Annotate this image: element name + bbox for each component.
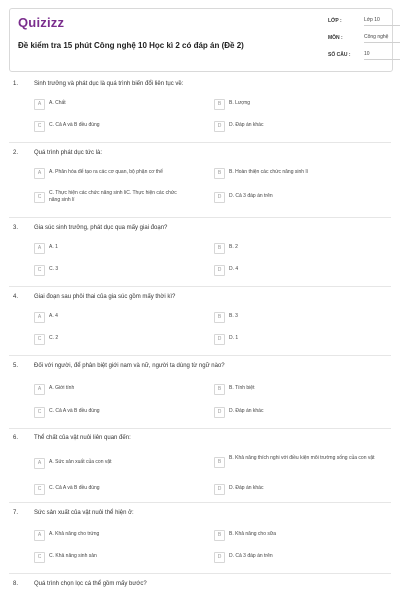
option-letter: C	[34, 484, 45, 495]
option-text: B. Hoàn thiện các chức năng sinh lí	[229, 169, 308, 175]
question-number: 6.	[13, 435, 19, 441]
option-text: C. Thực hiện các chức năng sinh liC. Thực hiện các chức năng sinh lí	[49, 190, 177, 203]
option-letter: D	[214, 192, 225, 203]
option-text: C. 3	[49, 266, 59, 272]
option-letter: D	[214, 334, 225, 345]
option-letter: D	[214, 552, 225, 563]
question-number: 7.	[13, 510, 19, 516]
question-divider	[9, 573, 391, 574]
option-text: C. Cả A và B đều đúng	[49, 485, 100, 491]
question-divider	[9, 428, 391, 429]
option-a[interactable]	[34, 241, 210, 255]
option-c[interactable]	[34, 188, 210, 206]
meta-count-row	[328, 52, 392, 64]
question-text: Đối với người, để phân biệt giới nam và nữ, người ta dùng từ ngữ nào?	[34, 363, 225, 369]
option-letter: B	[214, 312, 225, 323]
option-letter: D	[214, 484, 225, 495]
option-text: D. Đáp án khác	[229, 122, 264, 128]
question-number: 1.	[13, 81, 19, 87]
worksheet-meta	[328, 9, 392, 71]
option-letter: B	[214, 99, 225, 110]
question-text: Quá trình chọn lọc cá thể gồm mấy bước?	[34, 581, 147, 587]
option-letter: A	[34, 243, 45, 254]
question-divider	[9, 355, 391, 356]
option-text: C. Khả năng sinh sản	[49, 553, 97, 559]
meta-subject-value: Công nghệ	[364, 32, 400, 43]
option-letter: D	[214, 121, 225, 132]
option-text: A. Giới tính	[49, 385, 75, 391]
question-number: 5.	[13, 363, 19, 369]
option-text: B. Khả năng cho sữa	[229, 531, 276, 537]
option-text: C. Cả A và B đều đúng	[49, 408, 100, 414]
option-letter: D	[214, 407, 225, 418]
option-text: A. 4	[49, 313, 58, 319]
option-text: B. 2	[229, 244, 238, 250]
option-d[interactable]	[214, 119, 390, 133]
option-d[interactable]	[214, 405, 390, 419]
option-b[interactable]	[214, 453, 390, 471]
option-letter: A	[34, 458, 45, 469]
question-divider	[9, 217, 391, 218]
option-text: A. Chất	[49, 100, 66, 106]
option-text: B. 3	[229, 313, 238, 319]
question-number: 2.	[13, 150, 19, 156]
option-a[interactable]	[34, 528, 210, 542]
option-text: A. Phân hóa để tạo ra các cơ quan, bộ phận cơ thể	[49, 169, 163, 175]
worksheet-header	[9, 8, 393, 72]
option-letter: A	[34, 312, 45, 323]
option-text: B. Lượng	[229, 100, 251, 106]
option-letter: B	[214, 384, 225, 395]
question-text: Giai đoạn sau phôi thai của gia súc gồm mấy thời kì?	[34, 294, 176, 300]
question-text: Sinh trưởng và phát dục là quá trình biến đổi liên tục về:	[34, 81, 184, 87]
quizizz-logo: Quizizz	[18, 15, 65, 30]
option-text: D. 1	[229, 335, 239, 341]
meta-class-label: LỚP :	[328, 18, 342, 24]
option-letter: A	[34, 384, 45, 395]
option-letter: B	[214, 168, 225, 179]
option-letter: C	[34, 334, 45, 345]
option-text: D. Đáp án khác	[229, 408, 264, 414]
option-letter: C	[34, 192, 45, 203]
option-text: C. 2	[49, 335, 59, 341]
option-c[interactable]	[34, 119, 210, 133]
option-letter: D	[214, 265, 225, 276]
option-c[interactable]	[34, 482, 210, 496]
meta-subject-label: MÔN :	[328, 35, 343, 41]
option-d[interactable]	[214, 550, 390, 564]
question-text: Thể chất của vật nuôi liên quan đến:	[34, 435, 131, 441]
option-letter: B	[214, 457, 225, 468]
option-text: C. Cả A và B đều đúng	[49, 122, 100, 128]
question-text: Gia súc sinh trưởng, phát dục qua mấy giai đoạn?	[34, 225, 168, 231]
meta-subject-row	[328, 35, 392, 47]
option-b[interactable]	[214, 166, 390, 180]
option-a[interactable]	[34, 310, 210, 324]
question-divider	[9, 142, 391, 143]
option-text: A. 1	[49, 244, 58, 250]
option-text: A. Sức sản xuất của con vật	[49, 459, 112, 465]
meta-class-row	[328, 18, 392, 30]
option-letter: C	[34, 121, 45, 132]
option-b[interactable]	[214, 241, 390, 255]
question-divider	[9, 502, 391, 503]
option-d[interactable]	[214, 190, 390, 204]
question-text: Quá trình phát dục tức là:	[34, 150, 103, 156]
option-a[interactable]	[34, 166, 210, 180]
option-letter: C	[34, 265, 45, 276]
option-a[interactable]	[34, 97, 210, 111]
option-text: B. Tính biệt	[229, 385, 255, 391]
question-divider	[9, 286, 391, 287]
option-a[interactable]	[34, 456, 210, 470]
meta-count-value: 10	[364, 49, 400, 60]
question-text: Sức sản xuất của vật nuôi thể hiện ở:	[34, 510, 134, 516]
meta-class-value: Lớp 10	[364, 15, 400, 26]
option-d[interactable]	[214, 263, 390, 277]
option-b[interactable]	[214, 382, 390, 396]
option-letter: A	[34, 530, 45, 541]
option-letter: C	[34, 552, 45, 563]
option-text: D. 4	[229, 266, 239, 272]
question-number: 3.	[13, 225, 19, 231]
option-text: D. Đáp án khác	[229, 485, 264, 491]
option-letter: B	[214, 243, 225, 254]
option-letter: A	[34, 168, 45, 179]
option-letter: C	[34, 407, 45, 418]
option-c[interactable]	[34, 263, 210, 277]
option-letter: B	[214, 530, 225, 541]
option-letter: A	[34, 99, 45, 110]
option-d[interactable]	[214, 332, 390, 346]
option-c[interactable]	[34, 405, 210, 419]
question-number: 4.	[13, 294, 19, 300]
option-b[interactable]	[214, 97, 390, 111]
meta-count-label: SỐ CÂU :	[328, 52, 351, 58]
question-number: 8.	[13, 581, 19, 587]
option-text: D. Cả 3 đáp án trên	[229, 193, 273, 199]
option-b[interactable]	[214, 528, 390, 542]
option-a[interactable]	[34, 382, 210, 396]
option-c[interactable]	[34, 550, 210, 564]
option-text: A. Khả năng cho trứng	[49, 531, 100, 537]
option-text: D. Cả 3 đáp án trên	[229, 553, 273, 559]
worksheet-title: Đề kiểm tra 15 phút Công nghệ 10 Học kì 2 có đáp án (Đề 2)	[18, 41, 244, 50]
option-c[interactable]	[34, 332, 210, 346]
option-d[interactable]	[214, 482, 390, 496]
option-text: B. Khả năng thích nghi với điều kiện môi trường sống của con vật	[229, 455, 375, 461]
option-b[interactable]	[214, 310, 390, 324]
